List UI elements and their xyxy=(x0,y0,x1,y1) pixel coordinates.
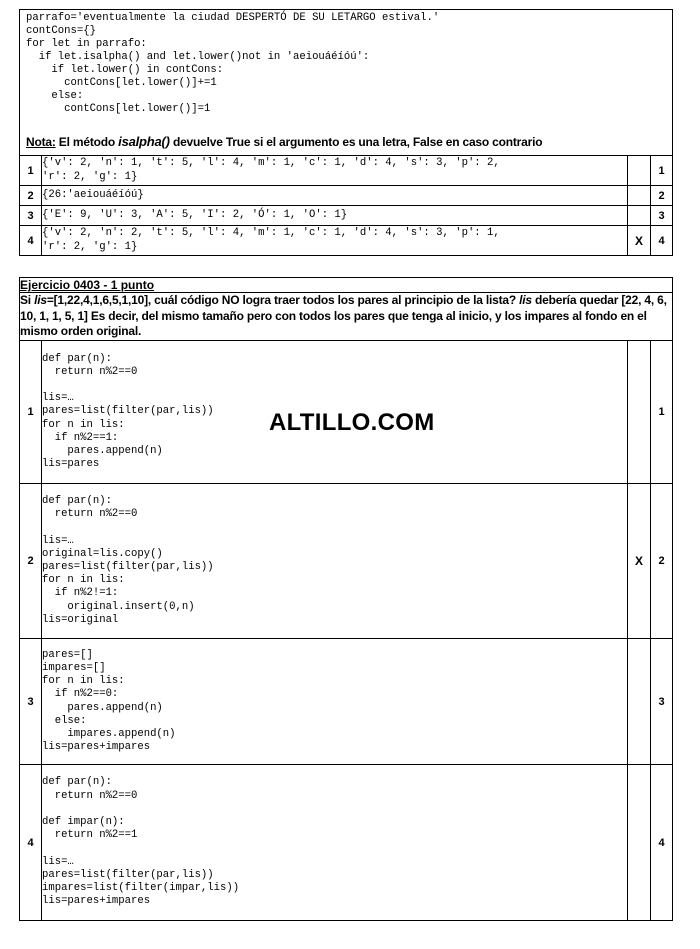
statement-var-a: lis xyxy=(34,293,47,308)
question-2-table xyxy=(19,277,673,921)
option-number: 4 xyxy=(20,765,42,921)
option-number-right: 3 xyxy=(651,206,673,226)
table-row xyxy=(20,639,673,765)
option-number: 2 xyxy=(20,186,42,206)
note-method: isalpha() xyxy=(118,134,170,149)
option-number: 2 xyxy=(20,484,42,639)
question-1-header xyxy=(20,10,673,156)
answer-mark: X xyxy=(628,226,651,256)
statement-var-b: lis xyxy=(519,293,532,308)
question-1-table xyxy=(19,9,673,256)
table-row xyxy=(20,765,673,921)
watermark: ALTILLO.COM xyxy=(269,409,435,436)
option-number-right: 2 xyxy=(651,186,673,206)
answer-mark xyxy=(628,186,651,206)
option-text: {'v': 2, 'n': 2, 't': 5, 'l': 4, 'm': 1, 'c': 1, 'd': 4, 's': 3, 'p': 1, 'r': 2, 'g': 1} xyxy=(42,226,628,256)
question-1-note xyxy=(20,116,672,149)
table-row xyxy=(20,156,673,186)
answer-mark xyxy=(628,341,651,484)
answer-mark xyxy=(628,206,651,226)
answer-mark xyxy=(628,156,651,186)
note-text-a: El método xyxy=(55,135,119,149)
option-number: 4 xyxy=(20,226,42,256)
exercise-statement xyxy=(20,293,673,341)
option-code: def par(n): return n%2==0 lis=… original=lis.copy() pares=list(filter(par,lis)) for n in lis: if n%2!=1: original.insert(0,n) lis=original xyxy=(42,484,628,639)
note-label: Nota: xyxy=(26,135,56,149)
option-number-right: 1 xyxy=(651,341,673,484)
option-number: 1 xyxy=(20,341,42,484)
option-code: def par(n): return n%2==0 lis=… pares=list(filter(par,lis)) for n in lis: if n%2==1: pares.append(n) lis=pares xyxy=(42,341,628,484)
statement-text-b: =[1,22,4,1,6,5,1,10], cuál código NO logra traer todos los pares al principio de la lista? xyxy=(46,293,520,308)
table-row xyxy=(20,186,673,206)
option-number-right: 4 xyxy=(651,226,673,256)
statement-text-a: Si xyxy=(20,293,35,308)
option-code: def par(n): return n%2==0 def impar(n): return n%2==1 lis=… pares=list(filter(par,lis)) impares=list(filter(impar,lis)) lis=pares+impares xyxy=(42,765,628,921)
answer-mark xyxy=(628,765,651,921)
statement-text-c: debería quedar [22, 4, 6, 10, 1, 1, 5, 1] Es decir, del mismo tamaño pero con todos los pares que tenga al inicio, y los impares al fondo en el mismo orden original. xyxy=(20,293,667,339)
option-text: {'v': 2, 'n': 1, 't': 5, 'l': 4, 'm': 1, 'c': 1, 'd': 4, 's': 3, 'p': 2, 'r': 2, 'g': 1} xyxy=(42,156,628,186)
option-number-right: 1 xyxy=(651,156,673,186)
answer-mark xyxy=(628,639,651,765)
option-text: {26:'aeiouáéíóú} xyxy=(42,186,628,206)
option-code: pares=[] impares=[] for n in lis: if n%2==0: pares.append(n) else: impares.append(n) lis=pares+impares xyxy=(42,639,628,765)
table-row xyxy=(20,206,673,226)
option-number: 3 xyxy=(20,639,42,765)
answer-mark: X xyxy=(628,484,651,639)
note-text-b: devuelve True si el argumento es una letra, False en caso contrario xyxy=(169,135,543,149)
option-number: 1 xyxy=(20,156,42,186)
option-number-right: 4 xyxy=(651,765,673,921)
question-1-code: parrafo='eventualmente la ciudad DESPERTÓ DE SU LETARGO estival.' contCons={} for let in parrafo: if let.isalpha() and let.lower()not in 'aeiouáéíóú': if let.lower() in contCons: contCons[let.lower()]+=1 else: contCons[let.lower()]=1 xyxy=(26,12,440,115)
option-number-right: 3 xyxy=(651,639,673,765)
option-text: {'E': 9, 'U': 3, 'A': 5, 'I': 2, 'Ó': 1, 'O': 1} xyxy=(42,206,628,226)
exercise-title: Ejercicio 0403 - 1 punto xyxy=(20,278,673,293)
table-row xyxy=(20,226,673,256)
table-row xyxy=(20,484,673,639)
option-number-right: 2 xyxy=(651,484,673,639)
option-number: 3 xyxy=(20,206,42,226)
